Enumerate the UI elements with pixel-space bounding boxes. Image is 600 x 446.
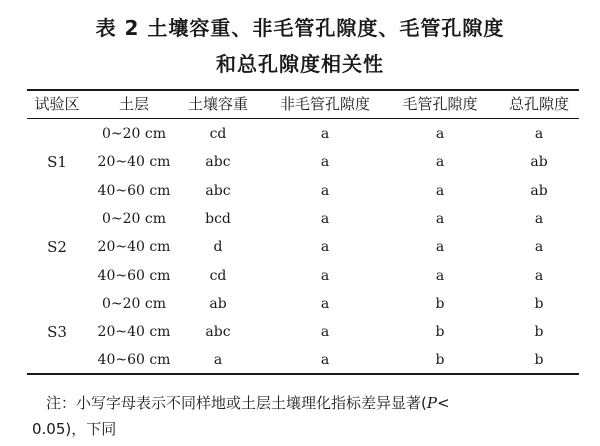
cell-noncapillary-porosity: a <box>320 324 330 341</box>
cell-soil-layer: 40~60 cm <box>97 352 171 369</box>
cell-soil-layer: 0~20 cm <box>101 295 167 312</box>
bottom-rule <box>27 373 579 375</box>
cell-bulk-density: abc <box>205 324 231 341</box>
cell-capillary-porosity: b <box>435 324 445 341</box>
header-capillary-porosity: 毛管孔隙度 <box>402 95 478 113</box>
note-line-2: 0.05)，下同 <box>32 420 117 438</box>
cell-noncapillary-porosity: a <box>320 239 330 256</box>
cell-noncapillary-porosity: a <box>320 182 330 199</box>
note-prefix: 注：小写字母表示不同样地或土层土壤理化指标差异显著( <box>46 394 427 412</box>
header-soil-layer: 土层 <box>118 95 150 113</box>
top-rule <box>27 89 579 91</box>
cell-total-porosity: a <box>534 239 544 256</box>
cell-soil-layer: 20~40 cm <box>97 324 171 341</box>
header-trial-area: 试验区 <box>34 95 80 113</box>
trial-area-label: S1 <box>47 153 67 172</box>
table-title-line-2: 和总孔隙度相关性 <box>216 52 384 76</box>
cell-bulk-density: abc <box>205 182 231 199</box>
trial-area-label: S3 <box>47 323 67 342</box>
cell-capillary-porosity: a <box>435 239 445 256</box>
cell-total-porosity: b <box>534 352 544 369</box>
cell-noncapillary-porosity: a <box>320 126 330 142</box>
cell-bulk-density: a <box>213 352 223 369</box>
cell-soil-layer: 40~60 cm <box>97 182 171 199</box>
cell-bulk-density: d <box>213 239 223 256</box>
cell-total-porosity: a <box>534 126 544 142</box>
cell-noncapillary-porosity: a <box>320 267 330 284</box>
cell-soil-layer: 0~20 cm <box>101 126 167 142</box>
cell-bulk-density: cd <box>209 267 227 284</box>
cell-soil-layer: 40~60 cm <box>97 267 171 284</box>
cell-capillary-porosity: a <box>435 182 445 199</box>
cell-bulk-density: ab <box>209 295 227 312</box>
cell-total-porosity: ab <box>530 154 548 171</box>
cell-noncapillary-porosity: a <box>320 295 330 312</box>
cell-soil-layer: 20~40 cm <box>97 154 171 171</box>
note-less-than: < <box>436 394 450 412</box>
table-title-line-1: 表 2 土壤容重、非毛管孔隙度、毛管孔隙度 <box>95 16 505 40</box>
cell-total-porosity: b <box>534 295 544 312</box>
cell-soil-layer: 20~40 cm <box>97 239 171 256</box>
trial-area-label: S2 <box>47 238 67 257</box>
note-p-symbol: P <box>426 394 437 412</box>
header-bulk-density: 土壤容重 <box>187 95 249 113</box>
cell-capillary-porosity: a <box>435 267 445 284</box>
header-total-porosity: 总孔隙度 <box>508 95 570 113</box>
cell-soil-layer: 0~20 cm <box>101 210 167 227</box>
cell-noncapillary-porosity: a <box>320 154 330 171</box>
cell-total-porosity: a <box>534 267 544 284</box>
cell-capillary-porosity: a <box>435 210 445 227</box>
header-noncapillary-porosity: 非毛管孔隙度 <box>279 95 371 113</box>
cell-total-porosity: b <box>534 324 544 341</box>
cell-capillary-porosity: b <box>435 352 445 369</box>
cell-total-porosity: a <box>534 210 544 227</box>
cell-capillary-porosity: b <box>435 295 445 312</box>
header-rule <box>27 118 579 119</box>
cell-noncapillary-porosity: a <box>320 352 330 369</box>
cell-bulk-density: bcd <box>205 210 231 227</box>
cell-capillary-porosity: a <box>435 126 445 142</box>
cell-noncapillary-porosity: a <box>320 210 330 227</box>
cell-total-porosity: ab <box>530 182 548 199</box>
table-note <box>32 390 586 442</box>
cell-capillary-porosity: a <box>435 154 445 171</box>
cell-bulk-density: abc <box>205 154 231 171</box>
cell-bulk-density: cd <box>209 126 227 142</box>
